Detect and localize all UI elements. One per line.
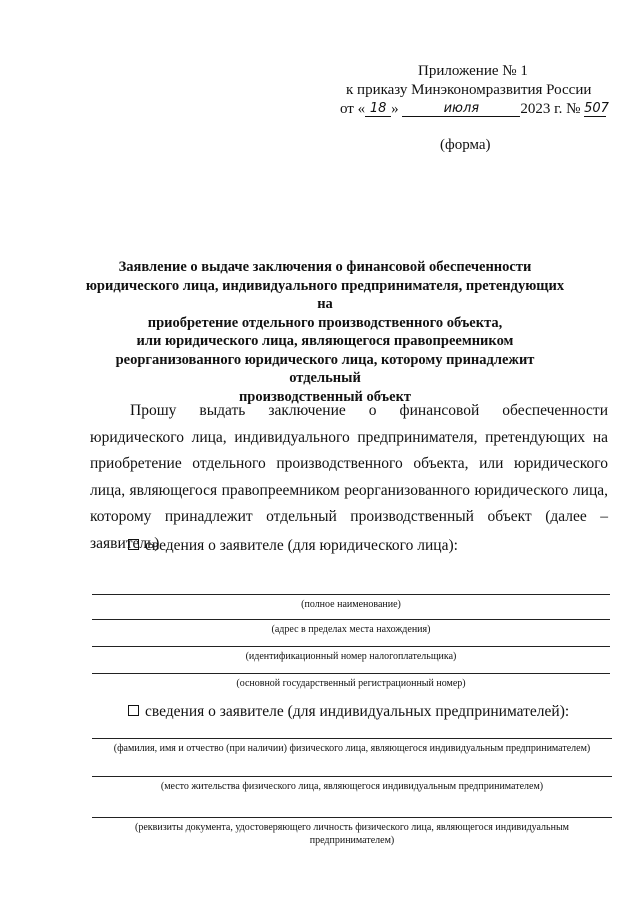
date-mid: » xyxy=(391,101,399,117)
title-line: производственный объект xyxy=(238,388,412,405)
field-line xyxy=(92,594,610,595)
checkbox-legal-entity[interactable] xyxy=(128,539,139,550)
appendix-number: Приложение № 1 xyxy=(418,63,528,79)
title-line: юридического лица, индивидуального предпринимателя, претендующих на xyxy=(85,277,565,312)
checkbox-individual-entrepreneur[interactable] xyxy=(128,705,139,716)
ip-section-heading xyxy=(128,703,569,721)
handwritten-day: 18 xyxy=(365,102,391,117)
address-field[interactable] xyxy=(92,619,610,636)
inn-field[interactable] xyxy=(92,646,610,663)
field-line xyxy=(92,646,610,647)
order-reference: к приказу Минэкономразвития России xyxy=(346,82,592,98)
ogrn-field[interactable] xyxy=(92,673,610,690)
field-line xyxy=(92,673,610,674)
year-text: 2023 г. № xyxy=(520,101,581,117)
appendix-header xyxy=(340,62,630,119)
ip-residence-field[interactable] xyxy=(92,776,612,793)
field-line xyxy=(92,738,612,739)
field-caption: (полное наименование) xyxy=(301,599,401,610)
field-caption: (фамилия, имя и отчество (при наличии) физического лица, являющегося индивидуальным предпринимателем) xyxy=(113,743,591,754)
form-label: (форма) xyxy=(440,137,491,153)
field-caption: (реквизиты документа, удостоверяющего личность физического лица, являющегося индивидуальным предпринимателем) xyxy=(135,822,569,846)
order-date-line xyxy=(340,100,630,119)
field-caption: (место жительства физического лица, являющегося индивидуальным предпринимателем) xyxy=(160,781,544,792)
field-line xyxy=(92,817,612,818)
field-caption: (основной государственный регистрационный номер) xyxy=(236,678,466,689)
ip-id-document-field[interactable] xyxy=(92,817,612,847)
legal-entity-section-heading xyxy=(128,537,458,555)
full-name-field[interactable] xyxy=(92,594,610,611)
field-line xyxy=(92,619,610,620)
title-line: приобретение отдельного производственного объекта, xyxy=(147,314,503,331)
document-title xyxy=(80,258,570,406)
handwritten-month: июля xyxy=(402,102,520,117)
ip-section-label: сведения о заявителе (для индивидуальных предпринимателей): xyxy=(145,703,570,720)
title-line: Заявление о выдаче заключения о финансовой обеспеченности xyxy=(118,259,532,275)
field-caption: (адрес в пределах места нахождения) xyxy=(271,624,431,635)
title-line: реорганизованного юридического лица, которому принадлежит отдельный xyxy=(115,351,535,386)
title-line: или юридического лица, являющегося правопреемником xyxy=(136,333,514,349)
legal-section-label: сведения о заявителе (для юридического лица): xyxy=(145,537,458,554)
date-prefix: от « xyxy=(340,101,366,117)
field-line xyxy=(92,776,612,777)
field-caption: (идентификационный номер налогоплательщика) xyxy=(245,651,457,662)
request-paragraph: Прошу выдать заключение о финансовой обеспеченности юридического лица, индивидуального предпринимателя, претендующих на приобретение отдельного производственного объекта, или юридического лица, являющегося правопреемником реорганизованного юридического лица, которому принадлежит отдельный производственный объект (далее – заявитель) xyxy=(90,402,608,552)
ip-full-name-field[interactable] xyxy=(92,738,612,755)
handwritten-order-number: 507 xyxy=(584,101,609,116)
